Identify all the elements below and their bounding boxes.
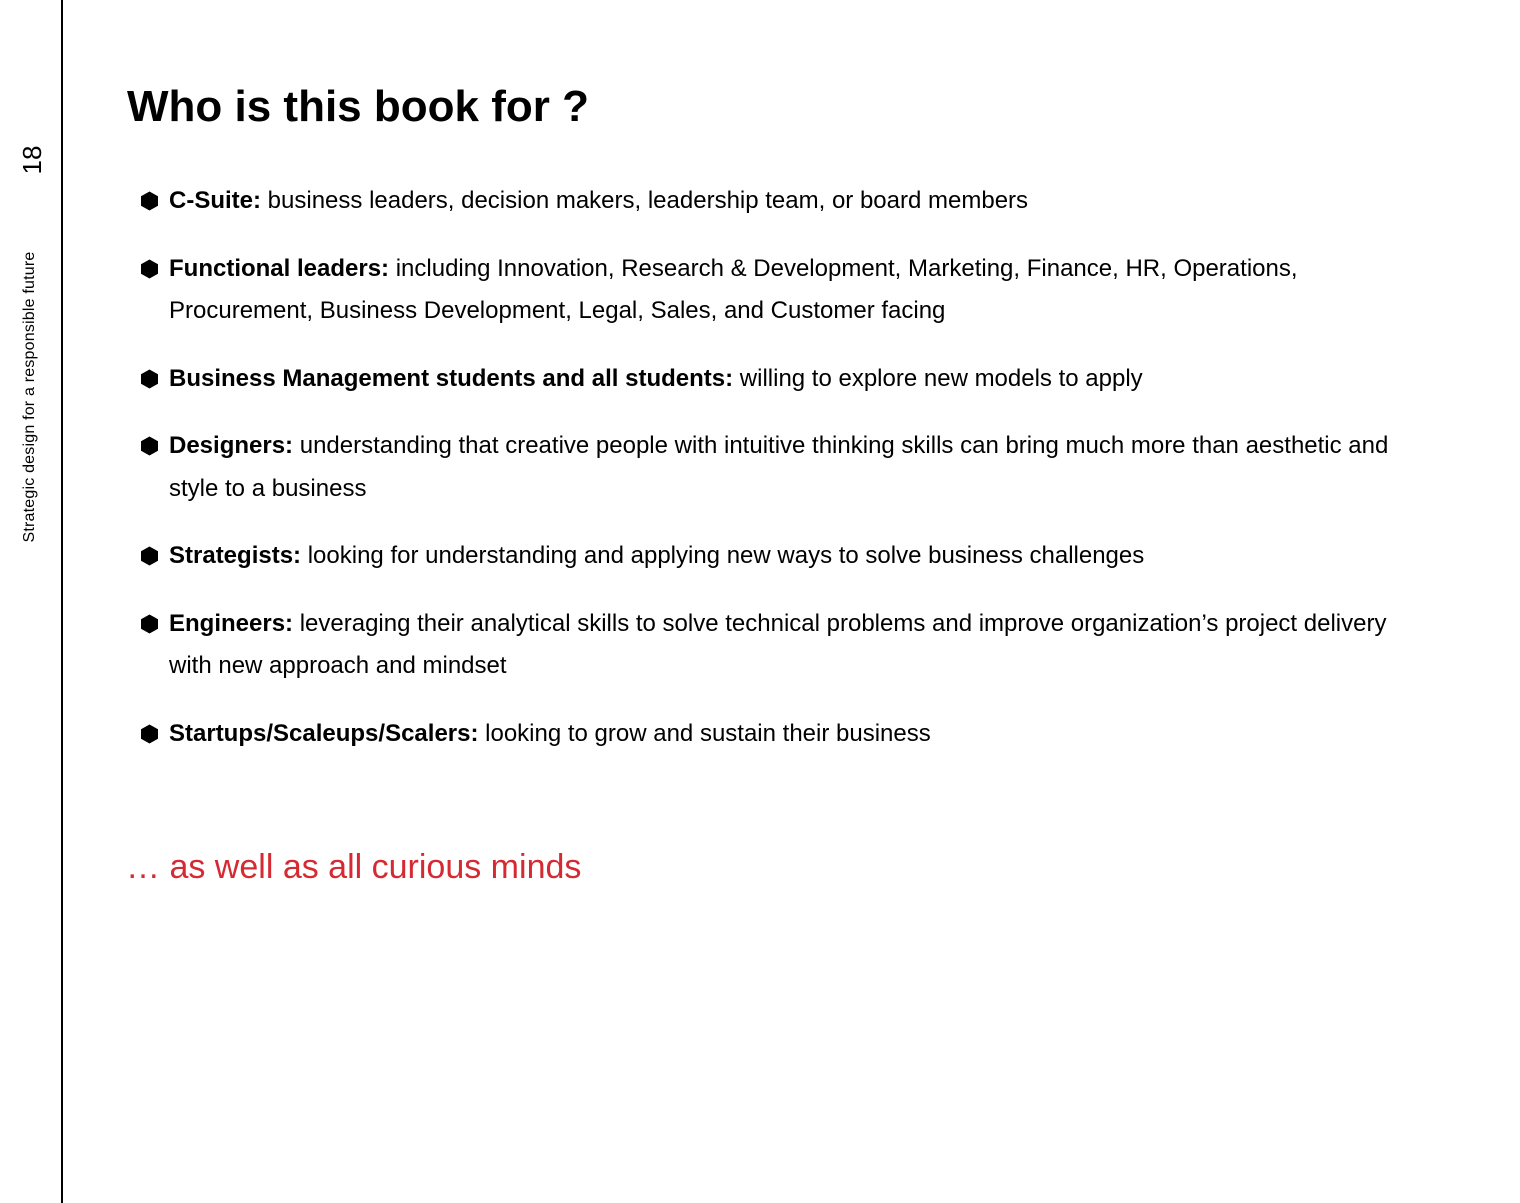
page-margin <box>0 0 61 1203</box>
hexagon-bullet-icon <box>140 724 159 744</box>
audience-description: including Innovation, Research & Development, Marketing, Finance, HR, Operations, Procurement, Business Development, Legal, Sales, and Customer facing <box>169 254 1298 324</box>
audience-label: Engineers: <box>169 609 294 637</box>
list-item <box>138 713 1408 756</box>
page-number: 18 <box>17 145 47 175</box>
audience-label: Designers: <box>169 432 294 459</box>
list-item <box>138 603 1408 688</box>
hexagon-bullet-icon <box>140 191 159 211</box>
list-item <box>138 358 1408 401</box>
list-item <box>138 248 1408 333</box>
hexagon-bullet-icon <box>140 436 159 456</box>
closing-tagline: … as well as all curious minds <box>126 848 582 886</box>
margin-divider <box>61 0 63 1203</box>
audience-description: looking to grow and sustain their business <box>485 719 931 747</box>
audience-description: looking for understanding and applying new ways to solve business challenges <box>307 542 1145 569</box>
list-item <box>138 425 1408 510</box>
audience-label: C-Suite: <box>169 187 261 214</box>
page-title: Who is this book for ? <box>127 82 589 131</box>
audience-description: leveraging their analytical skills to solve technical problems and improve organization’s project delivery with new approach and mindset <box>169 609 1387 679</box>
audience-description: business leaders, decision makers, leadership team, or board members <box>267 187 1029 214</box>
hexagon-bullet-icon <box>140 614 159 634</box>
running-title: Strategic design for a responsible future <box>21 251 38 543</box>
hexagon-bullet-icon <box>140 259 159 279</box>
audience-list <box>138 180 1408 780</box>
audience-label: Functional leaders: <box>169 254 390 282</box>
audience-label: Startups/Scaleups/Scalers: <box>169 719 479 747</box>
audience-description: understanding that creative people with intuitive thinking skills can bring much more than aesthetic and style to a business <box>169 432 1389 502</box>
list-item <box>138 535 1408 578</box>
hexagon-bullet-icon <box>140 546 159 566</box>
audience-description: willing to explore new models to apply <box>739 364 1143 392</box>
list-item <box>138 180 1408 223</box>
hexagon-bullet-icon <box>140 369 159 389</box>
audience-label: Business Management students and all students: <box>169 364 734 392</box>
audience-label: Strategists: <box>169 542 302 569</box>
